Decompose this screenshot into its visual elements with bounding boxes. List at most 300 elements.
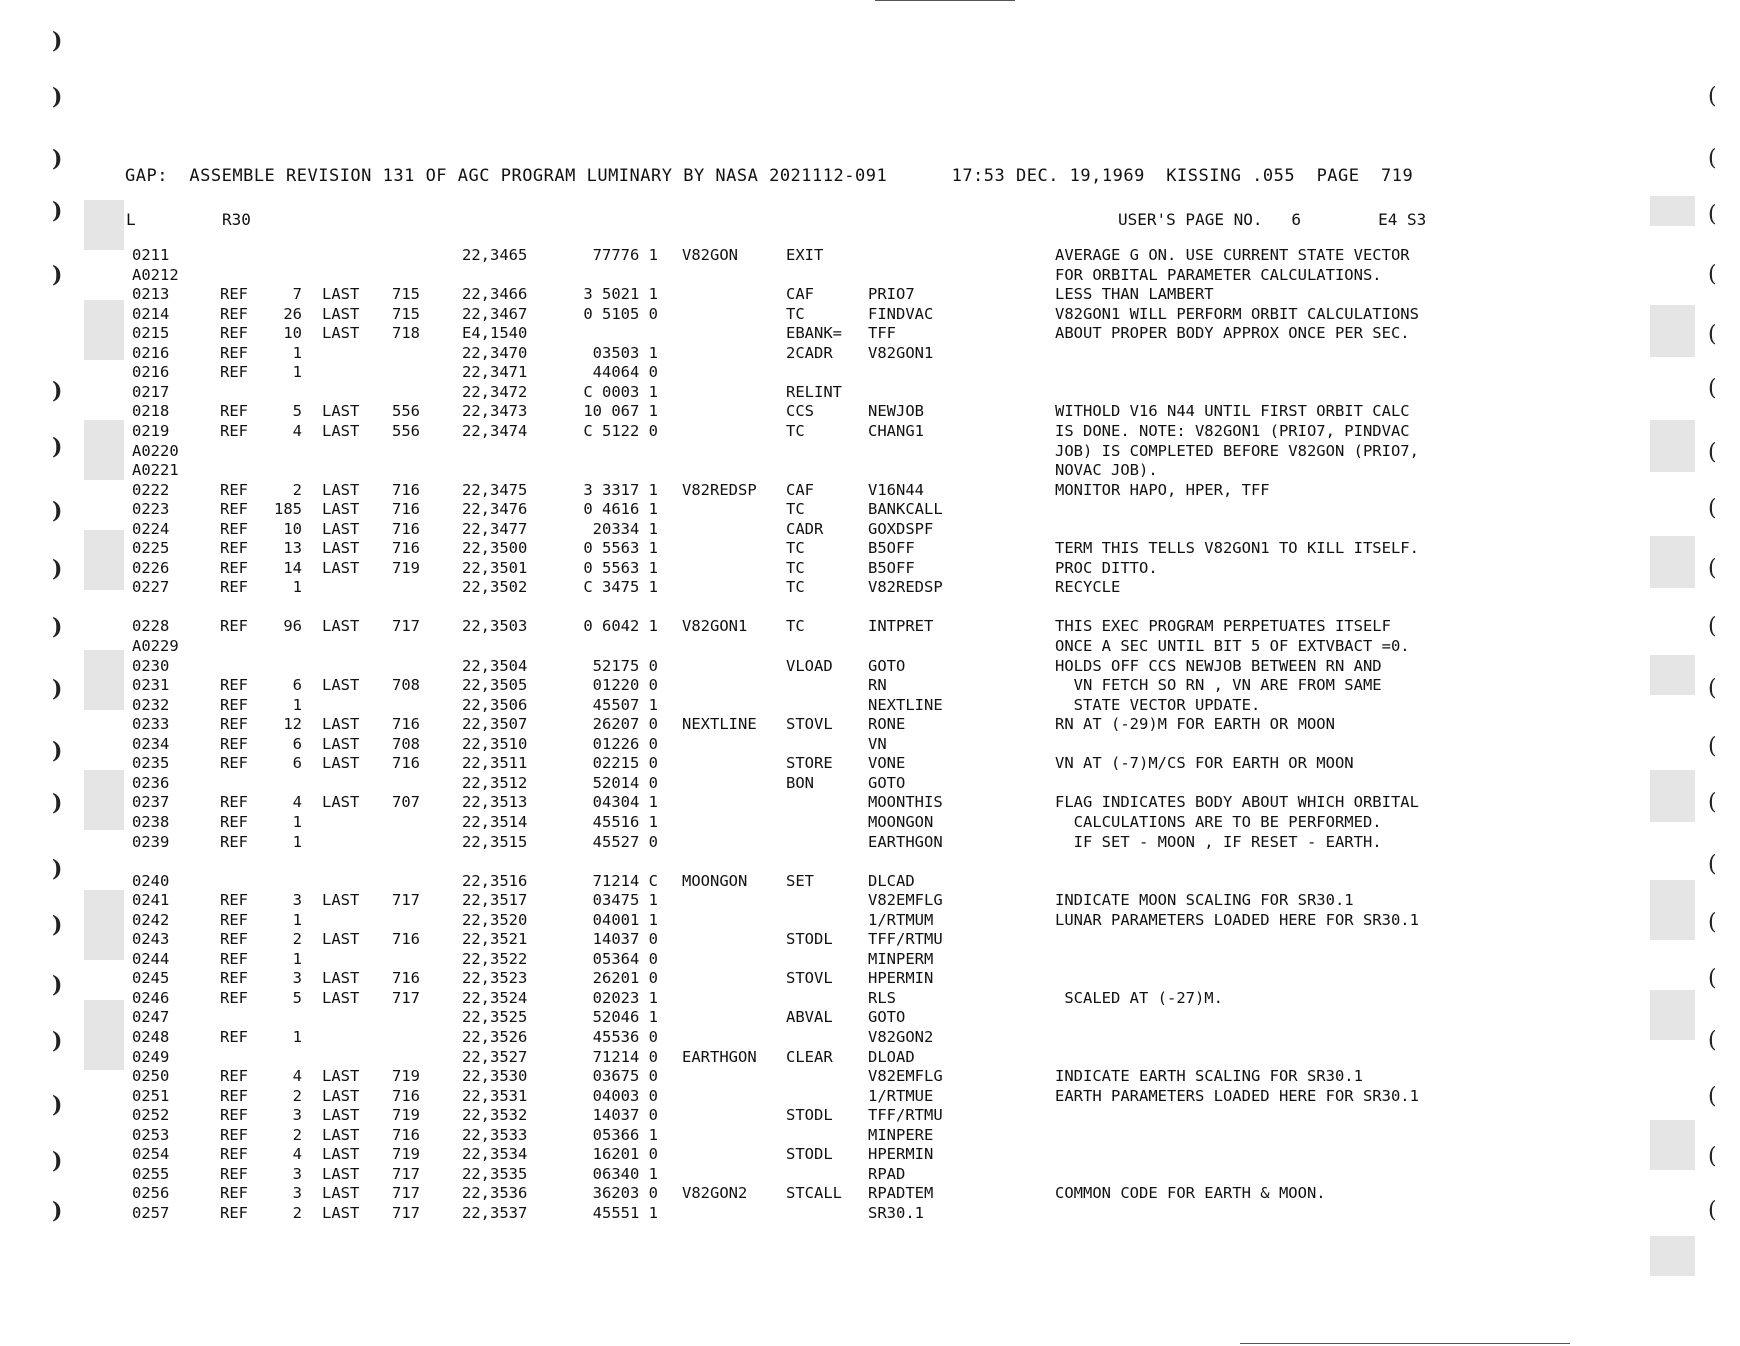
octal-code: 45507 1 bbox=[592, 695, 658, 714]
octal-code: 52175 0 bbox=[592, 656, 658, 675]
address: 22,3472 bbox=[462, 382, 528, 401]
octal-code: 0 5563 1 bbox=[583, 539, 658, 558]
ref-count: 1 bbox=[292, 910, 302, 929]
octal-code: 52014 0 bbox=[592, 773, 658, 792]
comment: IF SET - MOON , IF RESET - EARTH. bbox=[1055, 832, 1382, 851]
listing-row bbox=[0, 989, 1740, 1008]
octal-code: 45536 0 bbox=[592, 1028, 658, 1046]
line-number: 0257 bbox=[132, 1203, 170, 1222]
ref-tag: REF bbox=[220, 539, 248, 558]
left-label: L bbox=[126, 210, 136, 229]
listing-row bbox=[0, 520, 1740, 539]
address: 22,3503 bbox=[462, 617, 528, 636]
octal-code: 0 4616 1 bbox=[583, 500, 658, 519]
octal-code: 10 067 1 bbox=[583, 402, 658, 421]
label: EARTHGON bbox=[682, 1047, 757, 1066]
ref-count: 1 bbox=[292, 363, 302, 382]
ref-tag: REF bbox=[220, 363, 248, 382]
address: 22,3505 bbox=[462, 676, 528, 695]
last-page: 707 bbox=[392, 793, 420, 812]
address: 22,3502 bbox=[462, 578, 528, 597]
ref-tag: REF bbox=[220, 402, 248, 421]
comment: NOVAC JOB). bbox=[1055, 461, 1158, 480]
comment: ABOUT PROPER BODY APPROX ONCE PER SEC. bbox=[1055, 324, 1410, 343]
last-tag: LAST bbox=[322, 715, 360, 734]
last-tag: LAST bbox=[322, 324, 360, 343]
listing-row bbox=[0, 754, 1740, 773]
line-number: 0226 bbox=[132, 558, 170, 577]
listing-row bbox=[0, 1184, 1740, 1203]
ref-count: 14 bbox=[283, 558, 302, 577]
comment: LUNAR PARAMETERS LOADED HERE FOR SR30.1 bbox=[1055, 910, 1419, 929]
listing-row bbox=[0, 598, 1740, 617]
last-tag: LAST bbox=[322, 891, 360, 910]
line-number: 0215 bbox=[132, 324, 170, 343]
line-number: 0255 bbox=[132, 1164, 170, 1183]
operand: V82REDSP bbox=[868, 578, 943, 597]
comment: RECYCLE bbox=[1055, 578, 1121, 597]
last-tag: LAST bbox=[322, 754, 360, 773]
line-number: 0211 bbox=[132, 246, 170, 264]
address: 22,3533 bbox=[462, 1125, 528, 1144]
line-number: 0218 bbox=[132, 402, 170, 421]
ref-tag: REF bbox=[220, 480, 248, 499]
opcode: BON bbox=[786, 773, 814, 792]
ref-tag: REF bbox=[220, 793, 248, 812]
octal-code: 71214 0 bbox=[592, 1047, 658, 1066]
listing-row bbox=[0, 305, 1740, 324]
ref-tag: REF bbox=[220, 1125, 248, 1144]
last-tag: LAST bbox=[322, 402, 360, 421]
last-tag: LAST bbox=[322, 539, 360, 558]
last-tag: LAST bbox=[322, 969, 360, 988]
line-number: 0242 bbox=[132, 910, 170, 929]
ref-count: 26 bbox=[283, 304, 302, 323]
address: 22,3473 bbox=[462, 402, 528, 421]
last-page: 716 bbox=[392, 519, 420, 538]
ref-count: 13 bbox=[283, 539, 302, 558]
comment: HOLDS OFF CCS NEWJOB BETWEEN RN AND bbox=[1055, 656, 1382, 675]
opcode: TC bbox=[786, 558, 805, 577]
listing-row bbox=[0, 872, 1740, 891]
ref-tag: REF bbox=[220, 676, 248, 695]
comment: VN AT (-7)M/CS FOR EARTH OR MOON bbox=[1055, 754, 1354, 773]
operand: MOONGON bbox=[868, 812, 934, 831]
address: 22,3515 bbox=[462, 832, 528, 851]
listing-row bbox=[0, 891, 1740, 910]
last-page: 716 bbox=[392, 1125, 420, 1144]
line-number: A0221 bbox=[132, 461, 179, 480]
address: 22,3527 bbox=[462, 1047, 528, 1066]
operand: BANKCALL bbox=[868, 500, 943, 519]
last-tag: LAST bbox=[322, 1203, 360, 1222]
line-number: 0254 bbox=[132, 1145, 170, 1164]
last-tag: LAST bbox=[322, 1067, 360, 1086]
listing-row bbox=[0, 617, 1740, 636]
comment: FLAG INDICATES BODY ABOUT WHICH ORBITAL bbox=[1055, 793, 1419, 812]
octal-code: 05366 1 bbox=[592, 1125, 658, 1144]
line-number: 0223 bbox=[132, 500, 170, 519]
last-tag: LAST bbox=[322, 1164, 360, 1183]
address: 22,3524 bbox=[462, 988, 528, 1007]
listing-row bbox=[0, 774, 1740, 793]
operand: MINPERM bbox=[868, 949, 934, 968]
opcode: CLEAR bbox=[786, 1047, 833, 1066]
operand: MOONTHIS bbox=[868, 793, 943, 812]
last-page: 717 bbox=[392, 891, 420, 910]
ref-tag: REF bbox=[220, 988, 248, 1007]
ref-count: 1 bbox=[292, 949, 302, 968]
address: 22,3535 bbox=[462, 1164, 528, 1183]
last-tag: LAST bbox=[322, 988, 360, 1007]
last-tag: LAST bbox=[322, 285, 360, 304]
operand: RLS bbox=[868, 988, 896, 1007]
ref-count: 2 bbox=[292, 930, 302, 949]
octal-code: 06340 1 bbox=[592, 1164, 658, 1183]
opcode: EBANK= bbox=[786, 324, 842, 343]
opcode: TC bbox=[786, 539, 805, 558]
ref-count: 12 bbox=[283, 715, 302, 734]
listing-row bbox=[0, 715, 1740, 734]
line-number: 0239 bbox=[132, 832, 170, 851]
operand: HPERMIN bbox=[868, 1145, 934, 1164]
last-tag: LAST bbox=[322, 930, 360, 949]
listing-row bbox=[0, 461, 1740, 480]
opcode: TC bbox=[786, 617, 805, 636]
ref-count: 3 bbox=[292, 891, 302, 910]
last-page: 716 bbox=[392, 539, 420, 558]
listing-row bbox=[0, 578, 1740, 597]
ref-count: 4 bbox=[292, 1067, 302, 1086]
listing-row bbox=[0, 422, 1740, 441]
octal-code: 45516 1 bbox=[592, 812, 658, 831]
label: NEXTLINE bbox=[682, 715, 757, 734]
line-number: 0248 bbox=[132, 1028, 170, 1046]
listing-row bbox=[0, 696, 1740, 715]
operand: B5OFF bbox=[868, 539, 915, 558]
address: 22,3514 bbox=[462, 812, 528, 831]
line-number: 0253 bbox=[132, 1125, 170, 1144]
line-number: 0224 bbox=[132, 519, 170, 538]
octal-code: 77776 1 bbox=[592, 246, 658, 264]
listing-row bbox=[0, 950, 1740, 969]
octal-code: 26207 0 bbox=[592, 715, 658, 734]
listing-row bbox=[0, 1048, 1740, 1067]
octal-code: 14037 0 bbox=[592, 1106, 658, 1125]
opcode: CAF bbox=[786, 480, 814, 499]
listing-row bbox=[0, 1106, 1740, 1125]
octal-code: 04304 1 bbox=[592, 793, 658, 812]
line-number: 0237 bbox=[132, 793, 170, 812]
comment: INDICATE MOON SCALING FOR SR30.1 bbox=[1055, 891, 1354, 910]
ref-tag: REF bbox=[220, 1086, 248, 1105]
opcode: 2CADR bbox=[786, 343, 833, 362]
octal-code: 16201 0 bbox=[592, 1145, 658, 1164]
operand: V82GON2 bbox=[868, 1028, 934, 1046]
line-number: 0231 bbox=[132, 676, 170, 695]
opcode: STORE bbox=[786, 754, 833, 773]
opcode: CAF bbox=[786, 285, 814, 304]
comment: LESS THAN LAMBERT bbox=[1055, 285, 1214, 304]
ref-count: 3 bbox=[292, 1164, 302, 1183]
octal-code: 71214 C bbox=[592, 871, 658, 890]
top-rule bbox=[875, 0, 1015, 1]
ref-count: 10 bbox=[283, 519, 302, 538]
ref-tag: REF bbox=[220, 891, 248, 910]
last-tag: LAST bbox=[322, 793, 360, 812]
octal-code: 02215 0 bbox=[592, 754, 658, 773]
listing-row bbox=[0, 637, 1740, 656]
octal-code: 26201 0 bbox=[592, 969, 658, 988]
octal-code: 04001 1 bbox=[592, 910, 658, 929]
last-page: 716 bbox=[392, 930, 420, 949]
last-tag: LAST bbox=[322, 519, 360, 538]
comment: FOR ORBITAL PARAMETER CALCULATIONS. bbox=[1055, 265, 1382, 284]
line-number: 0227 bbox=[132, 578, 170, 597]
operand: INTPRET bbox=[868, 617, 934, 636]
listing-row bbox=[0, 1008, 1740, 1027]
octal-code: 3 3317 1 bbox=[583, 480, 658, 499]
line-number: 0256 bbox=[132, 1184, 170, 1203]
octal-code: 45527 0 bbox=[592, 832, 658, 851]
address: 22,3475 bbox=[462, 480, 528, 499]
operand: NEWJOB bbox=[868, 402, 924, 421]
listing-row bbox=[0, 930, 1740, 949]
operand: 1/RTMUE bbox=[868, 1086, 934, 1105]
line-number: 0243 bbox=[132, 930, 170, 949]
opcode: STCALL bbox=[786, 1184, 842, 1203]
ref-count: 4 bbox=[292, 421, 302, 440]
listing-page: ) ) ) ) ) ) ) ) ) ) ) ) ) ) ) ) ) ) ) ) ( ( ( ( ( ( ( ( ( ( ( ( ( ( ( ( ( ( ( ( GAP: ASSEMBLE REVISION 131 OF AGC PROGRAM LUMINARY BY NASA 2021112-091 17:53 DEC. 19,1969 KISSING .055 PAGE 719 L R30 USER'S PAGE NO. 6 E4 S3 0211 22,3465 77776 1 V82GON EXIT AVERAGE G ON. USE CURRENT STATE VECTOR A0212 FOR ORBITAL PARAMETER CALCULATIONS. 0213 REF 7 LAST 715 22,3466 3 5021 1 CAF PRIO7 LESS THAN LAMBERT 0214 REF 26 LAST 715 22,3467 0 5105 0 TC FINDVAC V82GON1 WILL PERFORM ORBIT CALCULATIONS 0215 REF 10 LAST 718 E4,1540 EBANK= TFF ABOUT PROPER BODY APPROX ONCE PER SEC. 0216 REF 1 22,3470 03503 1 2CADR V82GON1 0216 REF 1 22,3471 44064 0 0217 22,3472 C 0003 1 RELINT 0218 REF 5 LAST 556 22,3473 10 067 1 CCS NEWJOB WITHOLD V16 N44 UNTIL FIRST ORBIT CALC 0219 REF 4 LAST 556 22,3474 C 5122 0 TC CHANG1 IS DONE. NOTE: V82GON1 (PRIO7, PINDVAC A0220 JOB) IS COMPLETED BEFORE V82GON (PRIO7, A0221 NOVAC JOB). 0222 REF 2 LAST 716 22,3475 3 3317 1 V82REDSP CAF V16N44 MONITOR HAPO, HPER, TFF 0223 REF 185 LAST 716 22,3476 0 4616 1 TC BANKCALL 0224 REF 10 LAST 716 22,3477 20334 1 CADR GOXDSPF 0225 REF 13 LAST 716 22,3500 0 5563 1 TC B5OFF TERM THIS TELLS V82GON1 TO KILL ITSELF. 0226 REF 14 LAST 719 22,3501 0 5563 1 TC B5OFF PROC DITTO. 0227 REF 1 22,3502 C 3475 1 TC V82REDSP RECYCLE 0228 REF 96 LAST 717 22,3503 0 6042 1 V82GON1 TC INTPRET THIS EXEC PROGRAM PERPETUATES ITSELF A0229 ONCE A SEC UNTIL BIT 5 OF EXTVBACT =0. 0230 22,3504 52175 0 VLOAD GOTO HOLDS OFF CCS NEWJOB BETWEEN RN AND 0231 REF 6 LAST 708 22,3505 01220 0 RN VN FETCH SO RN , VN ARE FROM SAME 0232 REF 1 22,3506 45507 1 NEXTLINE STATE VECTOR UPDATE. 0233 REF 12 LAST 716 22,3507 26207 0 NEXTLINE STOVL RONE RN AT (-29)M FOR EARTH OR MOON 0234 REF 6 LAST 708 22,3510 01226 0 VN 0235 REF 6 LAST 716 22,3511 02215 0 STORE VONE VN AT (-7)M/CS FOR EARTH OR MOON 0236 22,3512 52014 0 BON GOTO 0237 REF 4 LAST 707 22,3513 04304 1 MOONTHIS FLAG INDICATES BODY ABOUT WHICH ORBITAL 0238 REF 1 22,3514 45516 1 MOONGON CALCULATIONS ARE TO BE PERFORMED. 0239 REF 1 22,3515 45527 0 EARTHGON IF SET - MOON , IF RESET - EARTH. 0240 22,3516 71214 C MOONGON SET DLCAD 0241 REF 3 LAST 717 22,3517 03475 1 V82EMFLG INDICATE MOON SCALING FOR SR30.1 0242 REF 1 22,3520 04001 1 1/RTMUM LUNAR PARAMETERS LOADED HERE FOR SR30.1 0243 REF 2 LAST 716 22,3521 14037 0 STODL TFF/RTMU 0244 REF 1 22,3522 05364 0 MINPERM 0245 REF 3 LAST 716 22,3523 26201 0 STOVL HPERMIN 0246 REF 5 LAST 717 22,3524 02023 1 RLS SCALED AT (-27)M. 0247 22,3525 52046 1 ABVAL GOTO 0248 REF 1 22,3526 45536 0 V82GON2 0249 22,3527 71214 0 EARTHGON CLEAR DLOAD 0250 REF 4 LAST 719 22,3530 03675 0 V82EMFLG INDICATE EARTH SCALING FOR SR30.1 0251 REF 2 LAST 716 22,3531 04003 0 1/RTMUE EARTH PARAMETERS LOADED HERE FOR SR30.1 0252 REF 3 LAST 719 22,3532 14037 0 STODL TFF/RTMU 0253 REF 2 LAST 716 22,3533 05366 1 MINPERE 0254 REF 4 LAST 719 22,3534 16201 0 STODL HPERMIN 0255 REF 3 LAST 717 22,3535 06340 1 RPAD 0256 REF 3 LAST 717 22,3536 36203 0 V82GON2 STCALL RPADTEM COMMON CODE FOR EARTH & MOON. 0257 REF 2 LAST 717 22,3537 45551 1 SR30.1 bbox=[0, 0, 1740, 1346]
ref-count: 2 bbox=[292, 480, 302, 499]
listing-row bbox=[0, 852, 1740, 871]
octal-code: C 5122 0 bbox=[583, 421, 658, 440]
octal-code: 45551 1 bbox=[592, 1203, 658, 1222]
address: 22,3537 bbox=[462, 1203, 528, 1222]
opcode: SET bbox=[786, 871, 814, 890]
address: 22,3476 bbox=[462, 500, 528, 519]
last-page: 556 bbox=[392, 402, 420, 421]
ref-tag: REF bbox=[220, 304, 248, 323]
ref-tag: REF bbox=[220, 949, 248, 968]
listing-row bbox=[0, 793, 1740, 812]
last-page: 715 bbox=[392, 285, 420, 304]
ref-count: 7 bbox=[292, 285, 302, 304]
last-tag: LAST bbox=[322, 617, 360, 636]
octal-code: C 3475 1 bbox=[583, 578, 658, 597]
comment: MONITOR HAPO, HPER, TFF bbox=[1055, 480, 1270, 499]
opcode: RELINT bbox=[786, 382, 842, 401]
address: 22,3522 bbox=[462, 949, 528, 968]
operand: VONE bbox=[868, 754, 906, 773]
comment: AVERAGE G ON. USE CURRENT STATE VECTOR bbox=[1055, 246, 1410, 264]
address: 22,3466 bbox=[462, 285, 528, 304]
ref-tag: REF bbox=[220, 695, 248, 714]
last-tag: LAST bbox=[322, 1184, 360, 1203]
operand: MINPERE bbox=[868, 1125, 934, 1144]
opcode: STODL bbox=[786, 1106, 833, 1125]
operand: GOTO bbox=[868, 656, 906, 675]
opcode: TC bbox=[786, 304, 805, 323]
line-number: 0252 bbox=[132, 1106, 170, 1125]
ref-tag: REF bbox=[220, 930, 248, 949]
address: 22,3474 bbox=[462, 421, 528, 440]
ref-tag: REF bbox=[220, 734, 248, 753]
ref-count: 1 bbox=[292, 343, 302, 362]
comment: PROC DITTO. bbox=[1055, 558, 1158, 577]
octal-code: 03503 1 bbox=[592, 343, 658, 362]
opcode: CADR bbox=[786, 519, 824, 538]
address: 22,3510 bbox=[462, 734, 528, 753]
listing-row bbox=[0, 481, 1740, 500]
ref-tag: REF bbox=[220, 578, 248, 597]
line-number: 0251 bbox=[132, 1086, 170, 1105]
line-number: 0241 bbox=[132, 891, 170, 910]
label: V82REDSP bbox=[682, 480, 757, 499]
listing-row bbox=[0, 1145, 1740, 1164]
octal-code: 01220 0 bbox=[592, 676, 658, 695]
last-page: 716 bbox=[392, 715, 420, 734]
ref-count: 10 bbox=[283, 324, 302, 343]
comment: INDICATE EARTH SCALING FOR SR30.1 bbox=[1055, 1067, 1363, 1086]
label: V82GON2 bbox=[682, 1184, 748, 1203]
ref-count: 3 bbox=[292, 969, 302, 988]
last-page: 716 bbox=[392, 969, 420, 988]
ref-tag: REF bbox=[220, 285, 248, 304]
address: 22,3477 bbox=[462, 519, 528, 538]
opcode: TC bbox=[786, 578, 805, 597]
ref-count: 3 bbox=[292, 1106, 302, 1125]
line-number: A0229 bbox=[132, 637, 179, 655]
line-number: 0225 bbox=[132, 539, 170, 558]
last-tag: LAST bbox=[322, 1086, 360, 1105]
last-page: 717 bbox=[392, 1184, 420, 1203]
label: MOONGON bbox=[682, 871, 748, 890]
address: 22,3470 bbox=[462, 343, 528, 362]
ref-count: 185 bbox=[274, 500, 302, 519]
octal-code: 0 5563 1 bbox=[583, 558, 658, 577]
ref-tag: REF bbox=[220, 1184, 248, 1203]
ref-tag: REF bbox=[220, 715, 248, 734]
operand: V16N44 bbox=[868, 480, 924, 499]
octal-code: 36203 0 bbox=[592, 1184, 658, 1203]
ref-tag: REF bbox=[220, 812, 248, 831]
opcode: STOVL bbox=[786, 715, 833, 734]
opcode: STOVL bbox=[786, 969, 833, 988]
line-number: 0244 bbox=[132, 949, 170, 968]
last-page: 719 bbox=[392, 1067, 420, 1086]
address: 22,3536 bbox=[462, 1184, 528, 1203]
ref-tag: REF bbox=[220, 324, 248, 343]
line-number: 0247 bbox=[132, 1008, 170, 1027]
operand: EARTHGON bbox=[868, 832, 943, 851]
octal-code: 02023 1 bbox=[592, 988, 658, 1007]
opcode: CCS bbox=[786, 402, 814, 421]
last-tag: LAST bbox=[322, 558, 360, 577]
operand: TFF/RTMU bbox=[868, 1106, 943, 1125]
comment: CALCULATIONS ARE TO BE PERFORMED. bbox=[1055, 812, 1382, 831]
line-number: 0246 bbox=[132, 988, 170, 1007]
last-page: 716 bbox=[392, 1086, 420, 1105]
line-number: A0220 bbox=[132, 441, 179, 460]
line-number: 0232 bbox=[132, 695, 170, 714]
line-number: 0216 bbox=[132, 363, 170, 382]
opcode: VLOAD bbox=[786, 656, 833, 675]
ref-count: 4 bbox=[292, 1145, 302, 1164]
address: 22,3501 bbox=[462, 558, 528, 577]
ref-tag: REF bbox=[220, 832, 248, 851]
comment: COMMON CODE FOR EARTH & MOON. bbox=[1055, 1184, 1326, 1203]
operand: VN bbox=[868, 734, 887, 753]
octal-code: C 0003 1 bbox=[583, 382, 658, 401]
operand: TFF/RTMU bbox=[868, 930, 943, 949]
comment: THIS EXEC PROGRAM PERPETUATES ITSELF bbox=[1055, 617, 1391, 636]
address: 22,3467 bbox=[462, 304, 528, 323]
line-number: 0234 bbox=[132, 734, 170, 753]
address: 22,3506 bbox=[462, 695, 528, 714]
ref-tag: REF bbox=[220, 1028, 248, 1046]
line-number: 0213 bbox=[132, 285, 170, 304]
last-page: 717 bbox=[392, 617, 420, 636]
ref-tag: REF bbox=[220, 519, 248, 538]
ref-count: 5 bbox=[292, 988, 302, 1007]
operand: V82EMFLG bbox=[868, 891, 943, 910]
last-tag: LAST bbox=[322, 734, 360, 753]
comment: STATE VECTOR UPDATE. bbox=[1055, 695, 1261, 714]
octal-code: 0 6042 1 bbox=[583, 617, 658, 636]
operand: GOXDSPF bbox=[868, 519, 934, 538]
ref-tag: REF bbox=[220, 421, 248, 440]
last-tag: LAST bbox=[322, 421, 360, 440]
address: 22,3511 bbox=[462, 754, 528, 773]
opcode: STODL bbox=[786, 930, 833, 949]
line-number: 0250 bbox=[132, 1067, 170, 1086]
listing-row bbox=[0, 657, 1740, 676]
listing-row bbox=[0, 539, 1740, 558]
ref-tag: REF bbox=[220, 1164, 248, 1183]
listing-row bbox=[0, 285, 1740, 304]
ref-tag: REF bbox=[220, 969, 248, 988]
octal-code: 14037 0 bbox=[592, 930, 658, 949]
ref-count: 2 bbox=[292, 1125, 302, 1144]
line-number: 0214 bbox=[132, 304, 170, 323]
listing-row bbox=[0, 969, 1740, 988]
ref-count: 6 bbox=[292, 676, 302, 695]
comment: SCALED AT (-27)M. bbox=[1055, 988, 1223, 1007]
comment: WITHOLD V16 N44 UNTIL FIRST ORBIT CALC bbox=[1055, 402, 1410, 421]
line-number: 0216 bbox=[132, 343, 170, 362]
last-page: 718 bbox=[392, 324, 420, 343]
ref-tag: REF bbox=[220, 1145, 248, 1164]
address: E4,1540 bbox=[462, 324, 528, 343]
last-tag: LAST bbox=[322, 480, 360, 499]
listing-row bbox=[0, 442, 1740, 461]
octal-code: 20334 1 bbox=[592, 519, 658, 538]
bottom-rule bbox=[1240, 1343, 1570, 1344]
operand: GOTO bbox=[868, 773, 906, 792]
ref-count: 1 bbox=[292, 578, 302, 597]
operand: TFF bbox=[868, 324, 896, 343]
last-tag: LAST bbox=[322, 500, 360, 519]
octal-code: 3 5021 1 bbox=[583, 285, 658, 304]
last-page: 717 bbox=[392, 1203, 420, 1222]
address: 22,3517 bbox=[462, 891, 528, 910]
opcode: TC bbox=[786, 421, 805, 440]
operand: PRIO7 bbox=[868, 285, 915, 304]
last-page: 719 bbox=[392, 1145, 420, 1164]
ref-count: 3 bbox=[292, 1184, 302, 1203]
comment: VN FETCH SO RN , VN ARE FROM SAME bbox=[1055, 676, 1382, 695]
